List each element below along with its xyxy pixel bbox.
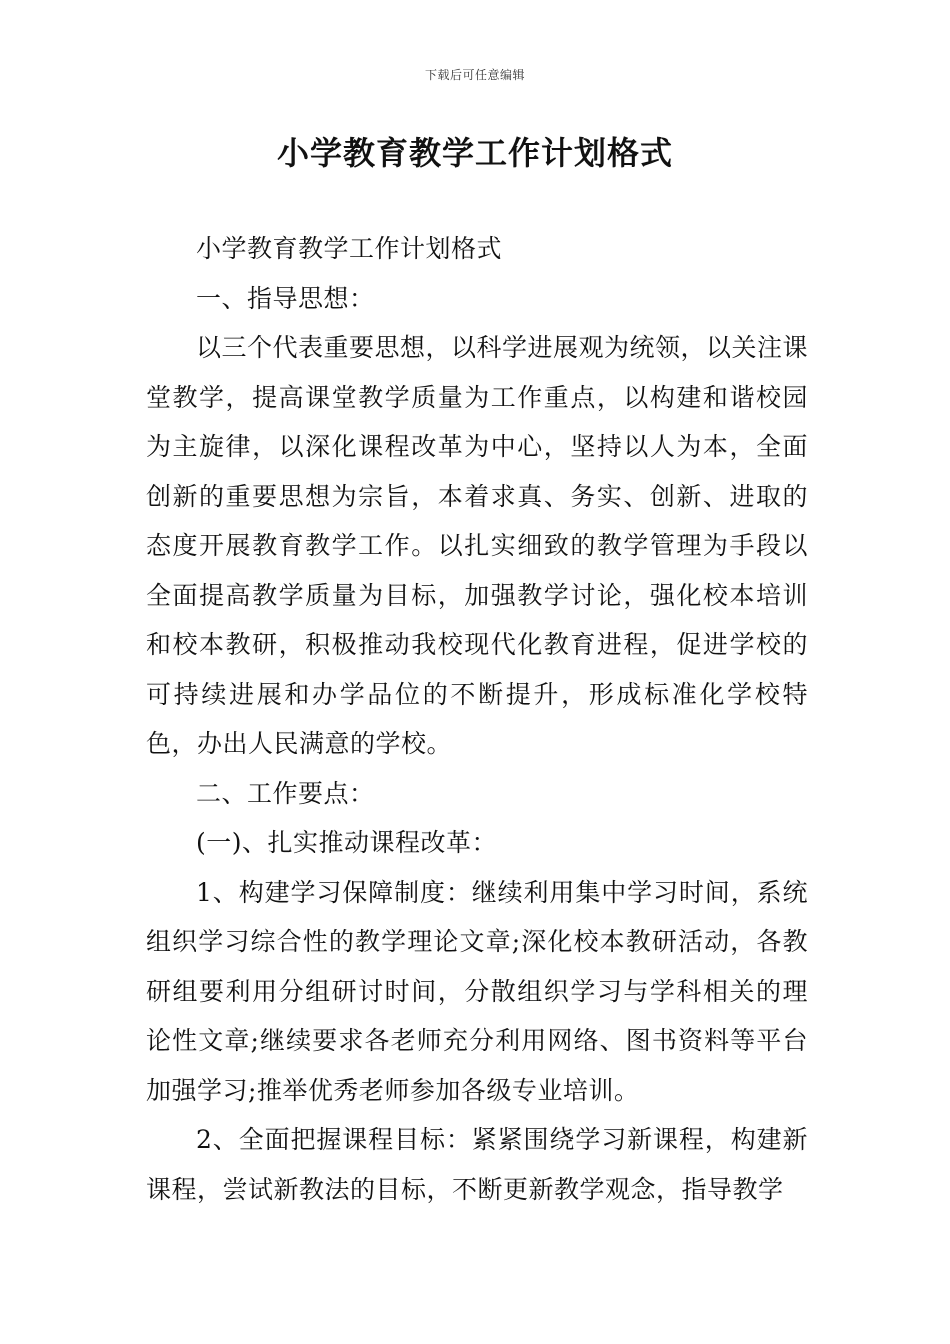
- header-note: 下载后可任意编辑: [424, 68, 525, 82]
- paragraph-heading-curriculum-reform: (一)、扎实推动课程改革：: [196, 828, 498, 857]
- paragraph-subtitle: 小学教育教学工作计划格式: [196, 234, 503, 263]
- paragraph-item-2: 2、全面把握课程目标：紧紧围绕学习新课程，构建新课程，尝试新教法的目标，不断更新教学观念，指导教学: [146, 1125, 808, 1204]
- paragraph-heading-work-points: 二、工作要点：: [196, 778, 375, 808]
- document-body: [146, 224, 808, 1214]
- paragraph-heading-guiding-thought: 一、指导思想：: [196, 283, 375, 313]
- paragraph-guiding-thought: 以三个代表重要思想，以科学进展观为统领，以关注课堂教学，提高课堂教学质量为工作重点，以构建和谐校园为主旋律，以深化课程改革为中心，坚持以人为本，全面创新的重要思想为宗旨，本着求真、务实、创新、进取的态度开展教育教学工作。以扎实细致的教学管理为手段以全面提高教学质量为目标，加强教学讨论，强化校本培训和校本教研，积极推动我校现代化教育进程，促进学校的可持续进展和办学品位的不断提升，形成标准化学校特色，办出人民满意的学校。: [146, 333, 809, 758]
- document-title: 小学教育教学工作计划格式: [276, 134, 673, 172]
- paragraph-item-1: 1、构建学习保障制度：继续利用集中学习时间，系统组织学习综合性的教学理论文章;深化校本教研活动，各教研组要利用分组研讨时间，分散组织学习与学科相关的理论性文章;继续要求各老师充分利用网络、图书资料等平台加强学习;推举优秀老师参加各级专业培训。: [146, 877, 808, 1105]
